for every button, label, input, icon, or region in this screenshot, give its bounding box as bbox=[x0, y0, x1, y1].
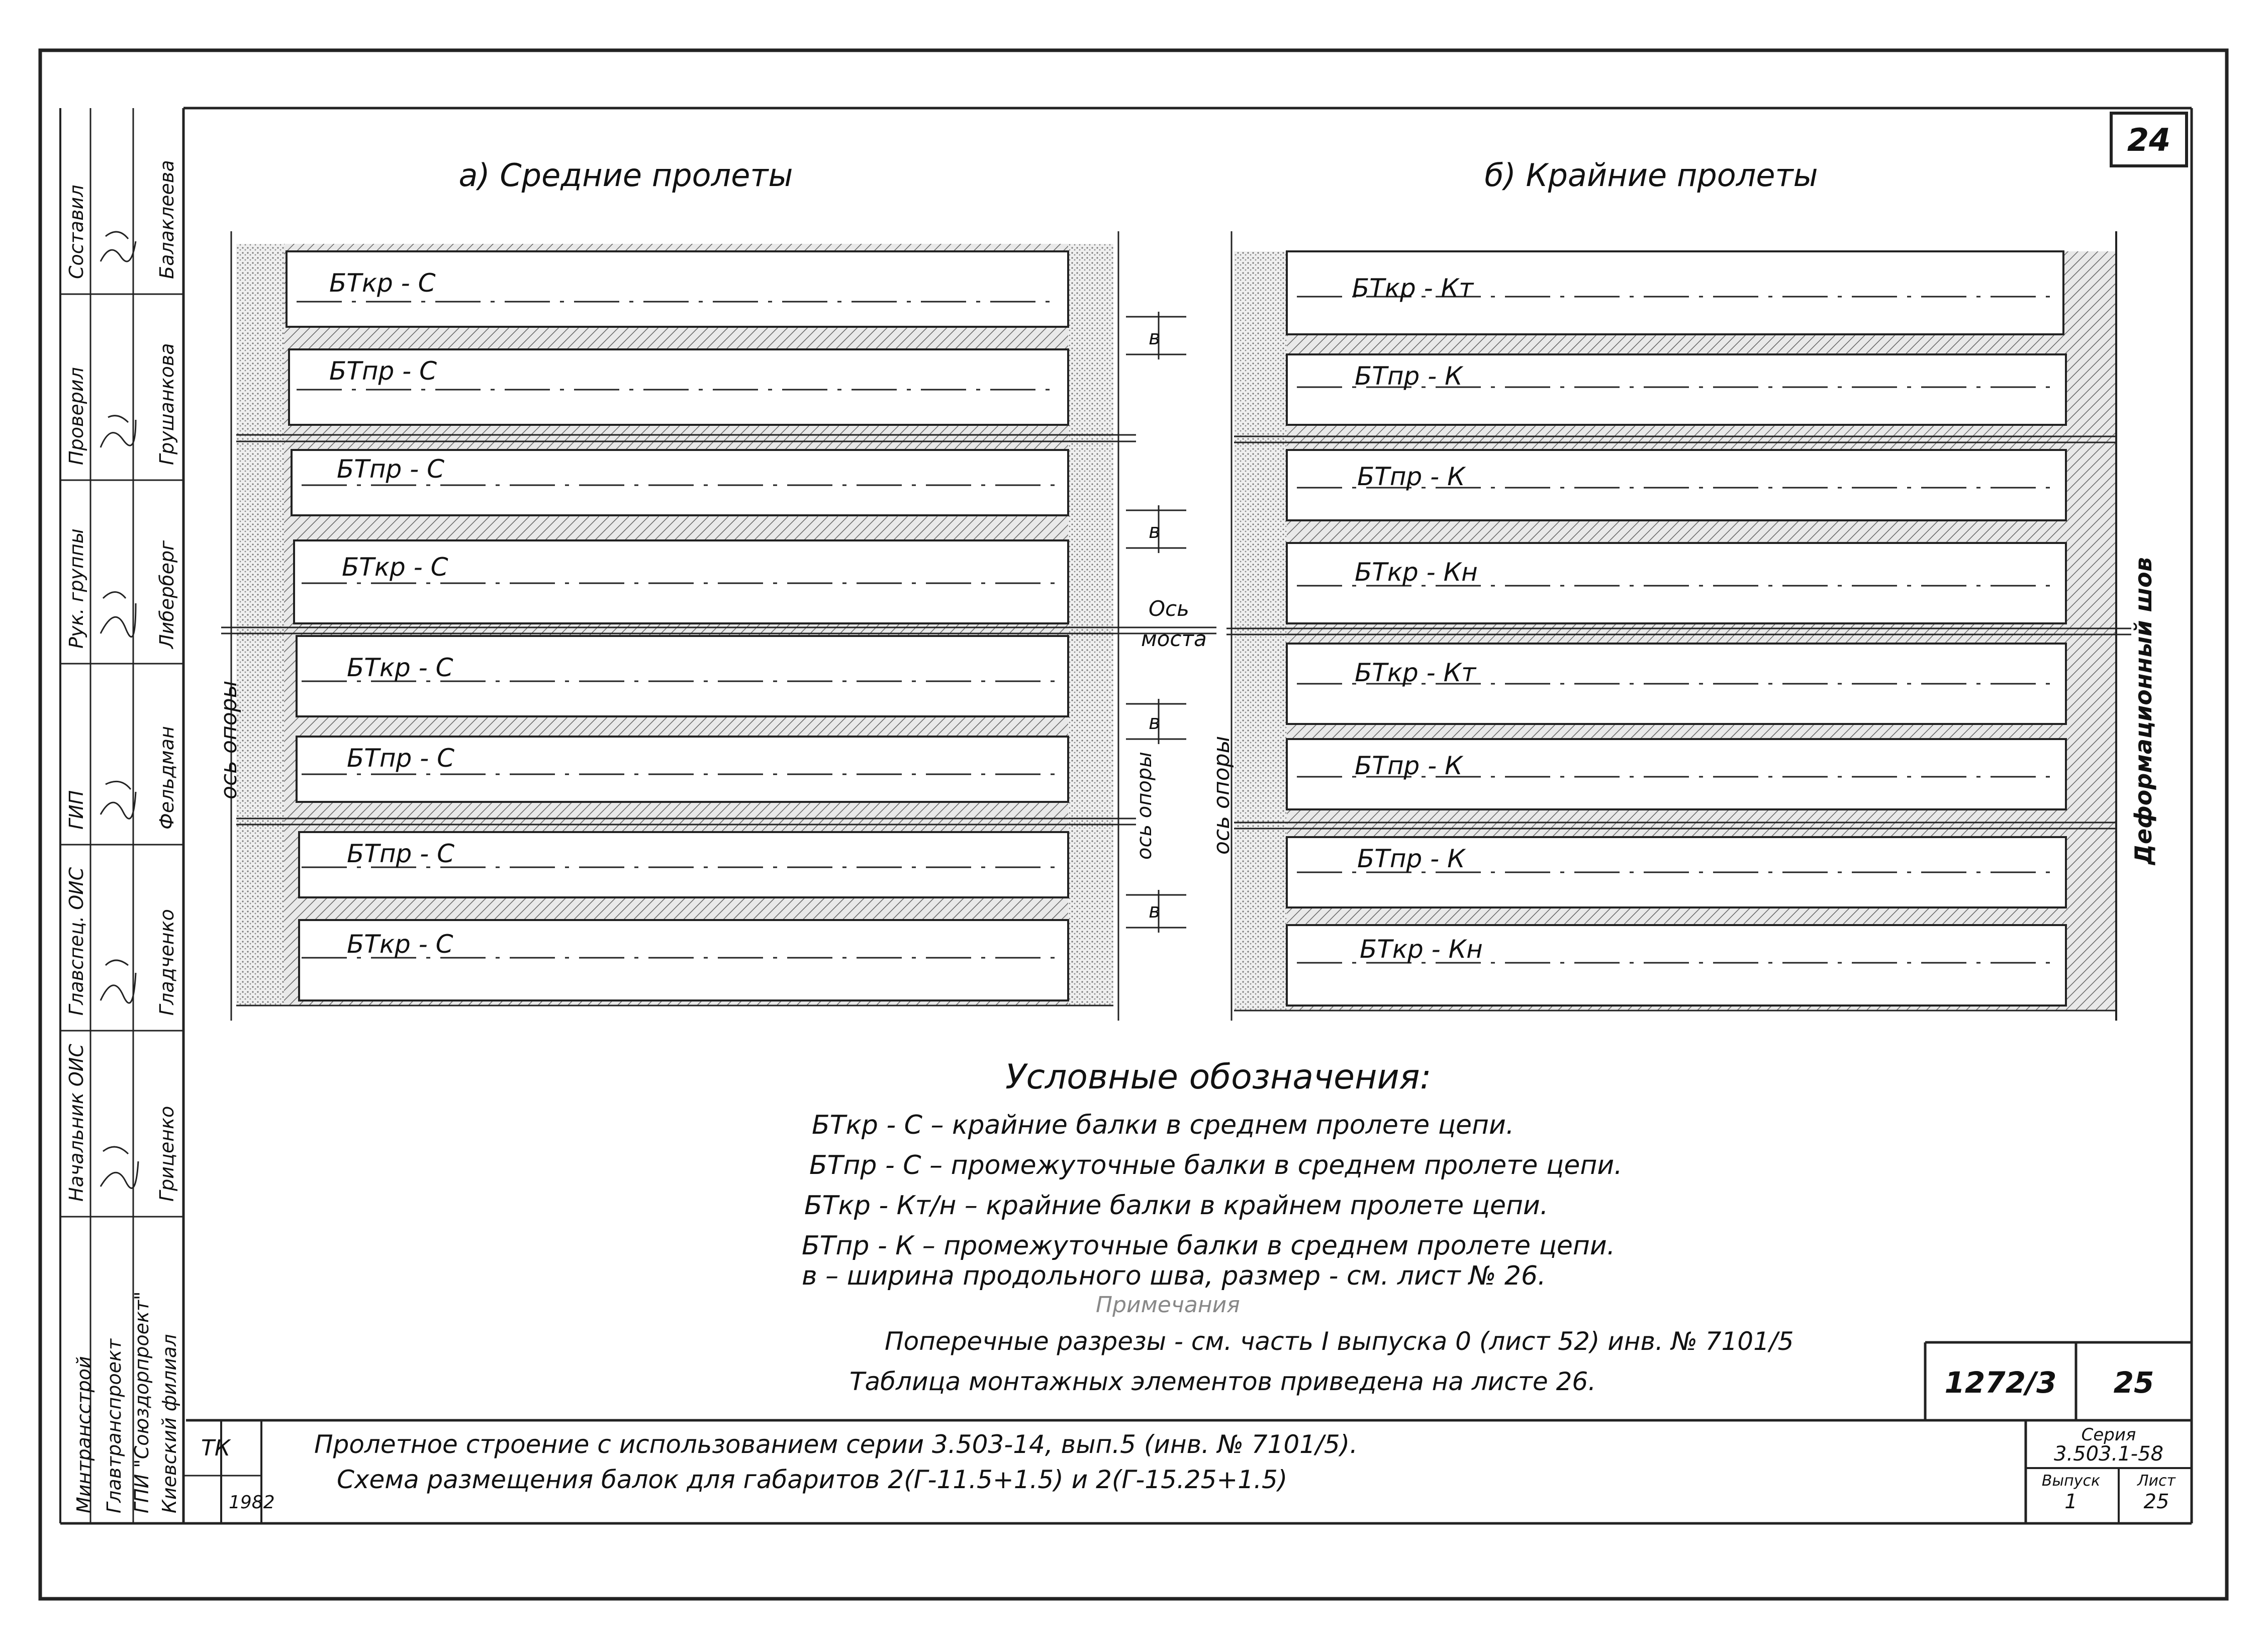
legend-line-4: БТпр - К – промежуточные балки в среднем пролете цепи. bbox=[802, 1231, 1616, 1261]
right-beam-2: БТпр - К bbox=[1355, 361, 1463, 391]
stamp-name-1: Балаклеева bbox=[156, 160, 178, 279]
right-beam-8: БТкр - Кн bbox=[1360, 935, 1483, 964]
stamp-role-3: Рук. группы bbox=[65, 528, 87, 649]
stamp-role-6: Начальник ОИС bbox=[65, 1044, 87, 1202]
deformation-joint-label: Деформационный шов bbox=[2130, 557, 2157, 865]
stamp-role-1: Составил bbox=[65, 185, 87, 279]
legend-line-5: в – ширина продольного шва, размер - см. лист № 26. bbox=[802, 1261, 1546, 1291]
right-beam-7: БТпр - К bbox=[1357, 844, 1465, 873]
stamp-code: ТК bbox=[201, 1435, 231, 1461]
note-line-1: Поперечные разрезы - см. часть I выпуска 0 (лист 52) инв. № 7101/5 bbox=[885, 1327, 1794, 1356]
right-beam-4: БТкр - Кн bbox=[1355, 558, 1478, 587]
left-beam-4: БТкр - С bbox=[342, 553, 448, 582]
org-line-3: ГПИ "Союздорпроект" bbox=[131, 1291, 153, 1513]
legend-line-1: БТкр - С – крайние балки в среднем пролете цепи. bbox=[812, 1110, 1515, 1140]
right-panel-title: б) Крайние пролеты bbox=[1484, 157, 1818, 194]
series-label: Серия bbox=[2081, 1425, 2136, 1445]
stamp-name-2: Грушанкова bbox=[156, 343, 178, 465]
doc-sheet: 25 bbox=[2113, 1365, 2154, 1400]
dim-mark-3: в bbox=[1149, 711, 1161, 734]
left-beam-2: БТпр - С bbox=[329, 356, 437, 386]
sheet-number: 24 bbox=[2127, 122, 2171, 158]
issue-value: 1 bbox=[2064, 1490, 2077, 1513]
stamp-role-4: ГИП bbox=[65, 790, 87, 830]
note-title: Примечания bbox=[1096, 1292, 1240, 1318]
legend-line-3: БТкр - Кт/н – крайние балки в крайнем пролете цепи. bbox=[804, 1191, 1549, 1221]
sheet-value: 25 bbox=[2143, 1490, 2169, 1513]
dim-mark-2: в bbox=[1149, 520, 1161, 543]
stamp-role-5: Главспец. ОИС bbox=[65, 867, 87, 1016]
drawing-title-2: Схема размещения балок для габаритов 2(Г-11.5+1.5) и 2(Г-15.25+1.5) bbox=[337, 1465, 1288, 1494]
left-beam-1: БТкр - С bbox=[329, 268, 436, 298]
signature-2 bbox=[101, 416, 136, 447]
stamp-name-6: Гриценко bbox=[156, 1106, 178, 1202]
right-beam-5: БТкр - Кт bbox=[1355, 658, 1476, 687]
dim-mark-4: в bbox=[1149, 899, 1161, 923]
legend-line-2: БТпр - С – промежуточные балки в среднем пролете цепи. bbox=[809, 1150, 1623, 1180]
stamp-name-4: Фельдман bbox=[156, 726, 178, 830]
left-beam-7: БТпр - С bbox=[347, 839, 455, 868]
right-beam-6: БТпр - К bbox=[1355, 751, 1463, 780]
dim-mark-1: в bbox=[1149, 326, 1161, 349]
signature-3 bbox=[101, 592, 136, 637]
left-panel bbox=[216, 231, 1216, 1021]
issue-label: Выпуск bbox=[2041, 1472, 2101, 1490]
right-panel bbox=[1209, 231, 2157, 1021]
stamp-year: 1982 bbox=[229, 1492, 275, 1513]
org-line-1: Минтрансстрой bbox=[73, 1356, 95, 1513]
signature-1 bbox=[101, 232, 136, 261]
org-line-4: Киевский филиал bbox=[158, 1334, 180, 1513]
legend bbox=[802, 1057, 1794, 1396]
legend-title: Условные обозначения: bbox=[1005, 1057, 1432, 1097]
stamp-role-2: Проверил bbox=[65, 367, 87, 465]
sheet-label: Лист bbox=[2137, 1472, 2176, 1490]
left-beam-6: БТпр - С bbox=[347, 744, 455, 773]
stamp-name-5: Гладченко bbox=[156, 909, 178, 1016]
stamp-name-3: Либерберг bbox=[156, 540, 178, 649]
signature-5 bbox=[101, 960, 136, 1003]
doc-number: 1272/3 bbox=[1944, 1365, 2057, 1400]
drawing-title-1: Пролетное строение с использованием серии 3.503-14, вып.5 (инв. № 7101/5). bbox=[314, 1430, 1358, 1459]
series-value: 3.503.1-58 bbox=[2053, 1442, 2164, 1466]
left-panel-title: а) Средние пролеты bbox=[458, 157, 793, 194]
right-beam-3: БТпр - К bbox=[1357, 462, 1465, 491]
left-beam-5: БТкр - С bbox=[347, 653, 453, 682]
right-beam-1: БТкр - Кт bbox=[1352, 274, 1474, 303]
right-support-axis: ось опоры bbox=[1209, 736, 1235, 855]
note-line-2: Таблица монтажных элементов приведена на листе 26. bbox=[849, 1367, 1596, 1396]
left-beam-3: БТпр - С bbox=[337, 454, 445, 484]
org-line-2: Главтранспроект bbox=[103, 1338, 125, 1513]
left-support-axis: ось опоры bbox=[216, 680, 242, 799]
signature-4 bbox=[101, 781, 136, 818]
bridge-axis-label-2: моста bbox=[1141, 626, 1207, 651]
vertical-stamp bbox=[60, 108, 183, 1523]
left-support-axis-right: ось опоры bbox=[1133, 752, 1156, 860]
bridge-axis-label-1: Ось bbox=[1149, 596, 1189, 621]
left-beam-8: БТкр - С bbox=[347, 930, 453, 959]
